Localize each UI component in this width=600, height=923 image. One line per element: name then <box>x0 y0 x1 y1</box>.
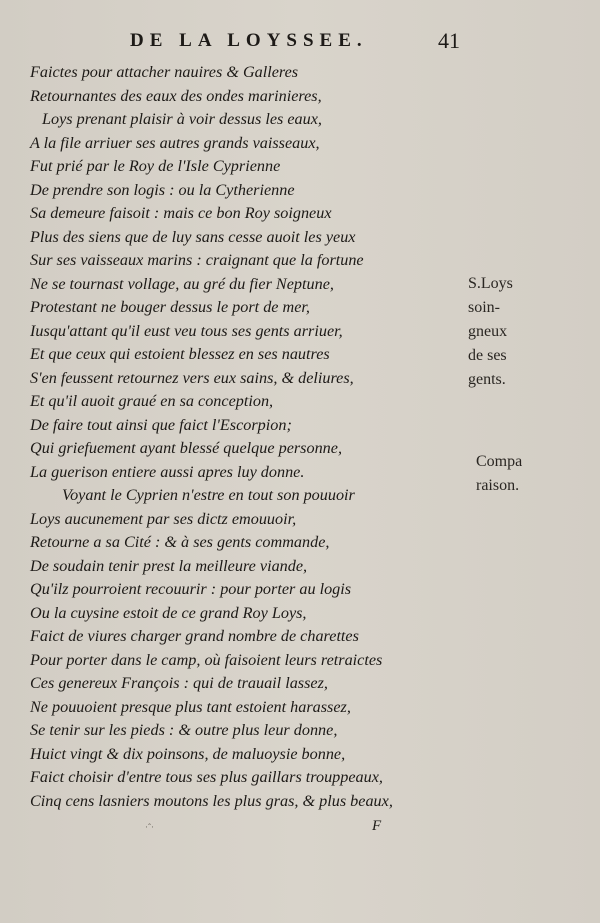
verse-line: S'en feussent retournez vers eux sains, & deliures, <box>30 368 354 387</box>
verse-line: La guerison entiere aussi apres luy donne. <box>30 462 305 481</box>
margin-note-line: gneux <box>468 323 508 340</box>
verse-line: Huict vingt & dix poinsons, de maluoysie bonne, <box>30 744 346 763</box>
verse-line: Loys aucunement par ses dictz emouuoir, <box>30 509 297 528</box>
margin-note-line: soin- <box>468 299 500 316</box>
verse-line: Retourne a sa Cité : & à ses gents commande, <box>30 533 330 551</box>
ink-speck: ·ˆ· <box>145 822 154 832</box>
verse-line: Loys prenant plaisir à voir dessus les eaux, <box>42 110 322 128</box>
verse-line: De prendre son logis : ou la Cytherienne <box>30 180 295 199</box>
verse-line: Faict de viures charger grand nombre de charettes <box>30 627 359 645</box>
verse-line: Fut prié par le Roy de l'Isle Cyprienne <box>30 157 281 175</box>
verse-line: Retournantes des eaux des ondes marinieres, <box>30 86 322 105</box>
verse-line: Voyant le Cyprien n'estre en tout son pouuoir <box>62 486 355 504</box>
verse-line: Qui griefuement ayant blessé quelque personne, <box>30 439 342 457</box>
verse-line: De soudain tenir prest la meilleure viande, <box>30 556 308 575</box>
margin-note-line: S.Loys <box>468 275 513 292</box>
margin-note-comparaison <box>476 450 522 498</box>
verse-line: Et que ceux qui estoient blessez en ses nautres <box>30 345 330 363</box>
verse-line: Ne se tournast vollage, au gré du fier Neptune, <box>30 274 334 293</box>
verse-line: Ou la cuysine estoit de ce grand Roy Loys, <box>30 603 307 622</box>
verse-line: Ne pouuoient presque plus tant estoient harassez, <box>30 697 351 716</box>
margin-note-s-loys <box>468 272 513 392</box>
verse-line: Ces genereux François : qui de trauail lassez, <box>30 674 328 692</box>
running-header: DE LA LOYSSEE. <box>130 30 368 51</box>
margin-note-line: gents. <box>468 371 506 388</box>
verse-line: Protestant ne bouger dessus le port de mer, <box>30 298 310 316</box>
verse-line: Se tenir sur les pieds : & outre plus leur donne, <box>30 721 338 739</box>
verse-line: Cinq cens lasniers moutons les plus gras, & plus beaux, <box>30 791 393 810</box>
verse-line: Sur ses vaisseaux marins : craignant que la fortune <box>30 251 364 269</box>
signature-mark: F <box>372 818 382 834</box>
verse-line: A la file arriuer ses autres grands vaisseaux, <box>30 133 320 152</box>
verse-line: De faire tout ainsi que faict l'Escorpion; <box>30 415 292 434</box>
verse-line: Et qu'il auoit graué en sa conception, <box>30 392 274 410</box>
page-number: 41 <box>438 28 460 53</box>
margin-note-line: de ses <box>468 347 507 364</box>
verse-line: Pour porter dans le camp, où faisoient leurs retraictes <box>30 650 383 669</box>
margin-note-line: Compa <box>476 453 523 470</box>
verse-text <box>0 61 460 813</box>
verse-line: Qu'ilz pourroient recouurir : pour porter au logis <box>30 580 352 598</box>
margin-note-line: raison. <box>476 477 520 494</box>
verse-line: Faict choisir d'entre tous ses plus gaillars trouppeaux, <box>30 768 383 786</box>
verse-line: Sa demeure faisoit : mais ce bon Roy soigneux <box>30 204 332 222</box>
verse-line: Iusqu'attant qu'il eust veu tous ses gents arriuer, <box>30 321 343 340</box>
verse-line: Plus des siens que de luy sans cesse auoit les yeux <box>30 227 356 246</box>
verse-line: Faictes pour attacher nauires & Galleres <box>30 63 299 81</box>
